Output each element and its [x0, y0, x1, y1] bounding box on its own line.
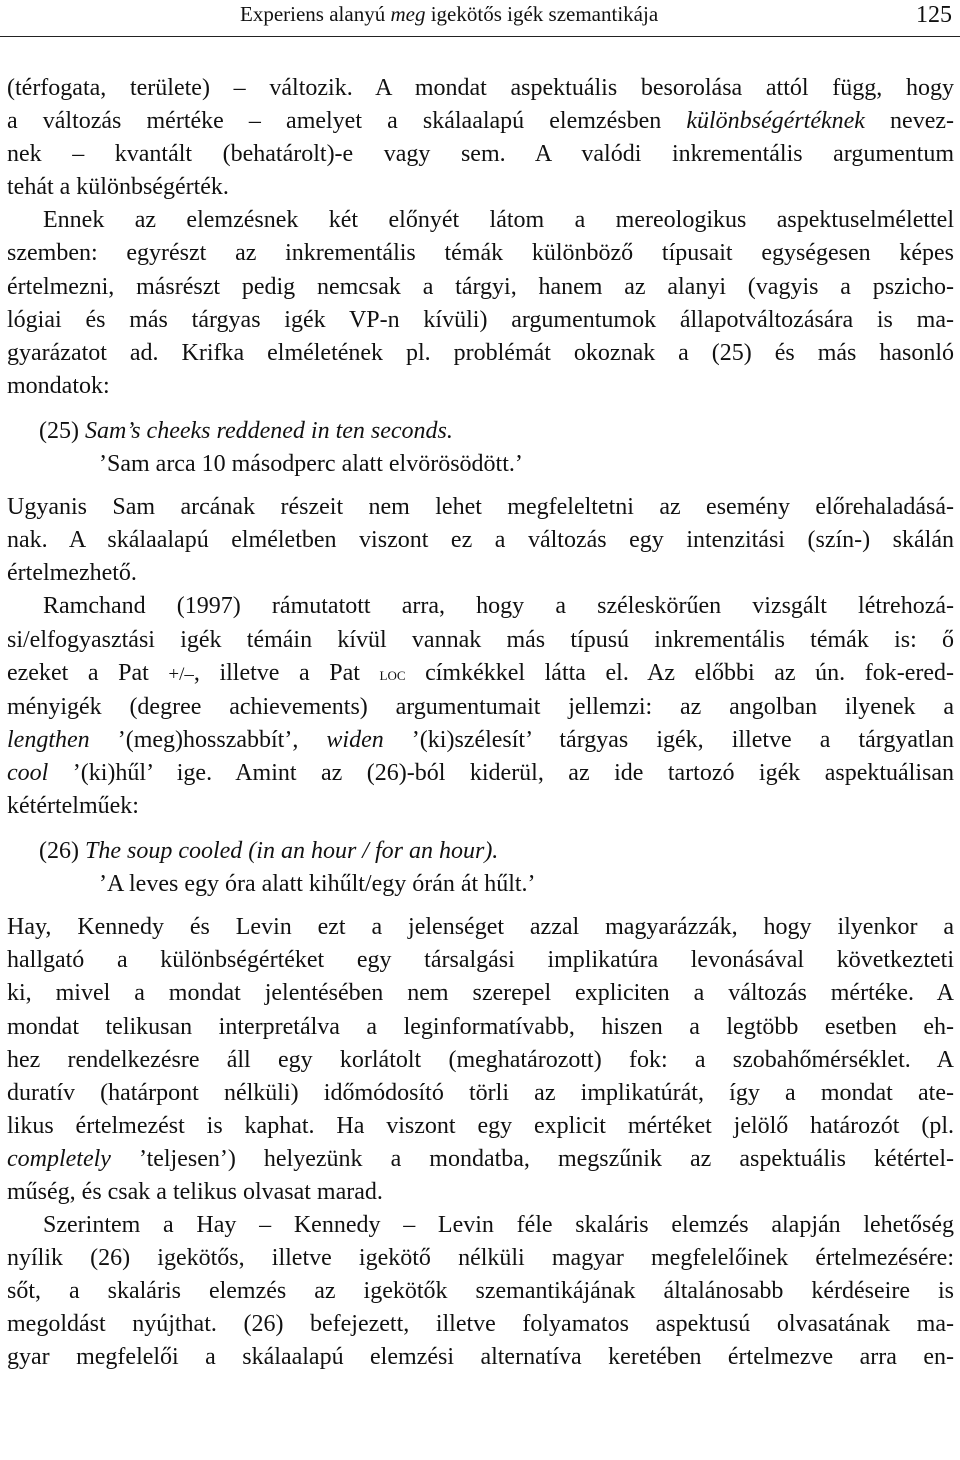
paragraph-3 [7, 491, 954, 590]
text-span: ’(ki)hűl’ ige. Amint az (26)-ból kiderül, az ide tartozó igék aspektuálisan [48, 759, 954, 786]
role-label: +/– [168, 663, 194, 685]
text-line: gyarázatot ad. Krifka elméletének pl. problémát okoznak a (25) és más hasonló [7, 339, 954, 366]
example-25 [7, 415, 954, 481]
example-text: The soup cooled (in an hour / for an hour). [84, 838, 499, 865]
text-line: értelmezhető. [7, 560, 137, 587]
text-line [7, 105, 954, 138]
italic-term: widen [326, 726, 384, 753]
text-line: lógiai és más tárgyas igék VP-n kívüli) argumentumok állapotváltozására is ma- [7, 306, 954, 333]
example-26 [7, 835, 954, 901]
text-line: ki, mivel a mondat jelentésében nem szerepel expliciten a változás mértéke. A [7, 980, 954, 1007]
text-line: hez rendelkezésre áll egy korlátolt (meghatározott) fok: a szobahőmérséklet. A [7, 1046, 954, 1073]
example-text: Sam’s cheeks reddened in ten seconds. [84, 417, 453, 444]
text-line: sőt, a skaláris elemzés az igekötők szemantikájának általánosabb kérdéseire is [7, 1278, 954, 1305]
text-span: ’(ki)szélesít’ tárgyas igék, illetve a tárgyatlan [383, 726, 955, 753]
text-line: nak. A skálaalapú elméletben viszont ez a változás egy intenzitási (szín-) skálán [7, 527, 954, 554]
example-gloss: ’Sam arca 10 másodperc alatt elvörösödött.’ [99, 451, 523, 478]
running-header [0, 0, 960, 37]
text-line: si/elfogyasztási igék témáin kívül vannak más típusú inkrementális témák is: ő [7, 626, 954, 653]
text-line: Hay, Kennedy és Levin ezt a jelenséget azzal magyarázzák, hogy ilyenkor a [7, 914, 954, 941]
text-span: ’teljesen’) helyezünk a mondatba, megszűnik az aspektuális kétértel- [110, 1145, 954, 1172]
text-span: , illetve a Pat [193, 659, 380, 686]
example-gloss: ’A leves egy óra alatt kihűlt/egy órán át hűlt.’ [99, 871, 536, 898]
text-line: duratív (határpont nélküli) időmódosító törli az implikatúrát, így a mondat ate- [7, 1079, 954, 1106]
text-line [7, 657, 954, 691]
running-title [240, 2, 658, 27]
text-line: ményigék (degree achievements) argumentumait jellemzi: az angolban ilyenek a [7, 693, 954, 720]
paragraph-2 [7, 204, 954, 403]
text-line: szemben: egyrészt az inkrementális témák különböző típusait egységesen képes [7, 240, 954, 267]
text-span: címkékkel látta el. Az előbbi az ún. fok-ered- [405, 659, 954, 686]
text-span: nevez- [864, 108, 955, 135]
text-line: nek – kvantált (behatárolt)-e vagy sem. A valódi inkrementális argumentum [7, 141, 954, 168]
text-line: hallgató a különbségértéket egy társalgási implikatúra levonásával következteti [7, 947, 954, 974]
example-sentence [7, 835, 954, 868]
text-span: a változás mértéke – amelyet a skálaalapú elemzésben [7, 108, 687, 135]
text-line: nyílik (26) igekötős, illetve igekötő nélküli magyar megfelelőinek értelmezésére: [7, 1245, 954, 1272]
running-title-text: igekötős igék szemantikája [425, 2, 659, 26]
paragraph-4 [7, 590, 954, 823]
text-span: ’(meg)hosszabbít’, [89, 726, 327, 753]
text-line: Ugyanis Sam arcának részeit nem lehet megfeleltetni az esemény előrehaladásá- [7, 494, 954, 521]
text-line [7, 724, 954, 757]
text-line: Ramchand (1997) rámutatott arra, hogy a széleskörűen vizsgált létrehozá- [43, 593, 954, 620]
page-number: 125 [916, 2, 952, 28]
text-line [7, 1143, 954, 1176]
text-line: értelmezni, másrészt pedig nemcsak a tárgyi, hanem az alanyi (vagyis a pszicho- [7, 273, 954, 300]
page-body [7, 72, 954, 1375]
italic-term: cool [7, 759, 49, 786]
example-number: (25) [39, 417, 85, 444]
italic-term: különbségértéknek [686, 108, 865, 135]
running-title-emphasis: meg [390, 2, 426, 26]
example-sentence [7, 415, 954, 448]
text-line: mondat telikusan interpretálva a leginformatívabb, hiszen a legtöbb esetben eh- [7, 1013, 954, 1040]
paragraph-5 [7, 911, 954, 1209]
running-title-text: Experiens alanyú [240, 2, 391, 26]
text-line: gyar megfelelői a skálaalapú elemzési alternatíva keretében értelmezve arra en- [7, 1344, 954, 1371]
text-line: megoldást nyújthat. (26) befejezett, illetve folyamatos aspektusú olvasatának ma- [7, 1311, 954, 1338]
italic-term: lengthen [7, 726, 90, 753]
text-line: mondatok: [7, 372, 110, 399]
paragraph-1 [7, 72, 954, 204]
example-number: (26) [39, 838, 85, 865]
italic-term: completely [7, 1145, 111, 1172]
text-line: likus értelmezést is kaphat. Ha viszont egy explicit mértéket jelölő határozót (pl. [7, 1112, 954, 1139]
paragraph-6 [7, 1209, 954, 1374]
text-line: (térfogata, területe) – változik. A mondat aspektuális besorolása attól függ, hogy [7, 75, 954, 101]
text-span: ezeket a Pat [7, 659, 169, 686]
text-line: Ennek az elemzésnek két előnyét látom a mereologikus aspektuselmélettel [43, 207, 954, 234]
text-line: tehát a különbségérték. [7, 174, 229, 201]
text-line: kétértelműek: [7, 792, 139, 819]
text-line: műség, és csak a telikus olvasat marad. [7, 1179, 383, 1205]
role-label: loc [379, 663, 406, 685]
text-line: Szerintem a Hay – Kennedy – Levin féle skaláris elemzés alapján lehetőség [43, 1212, 954, 1239]
text-line [7, 757, 954, 790]
